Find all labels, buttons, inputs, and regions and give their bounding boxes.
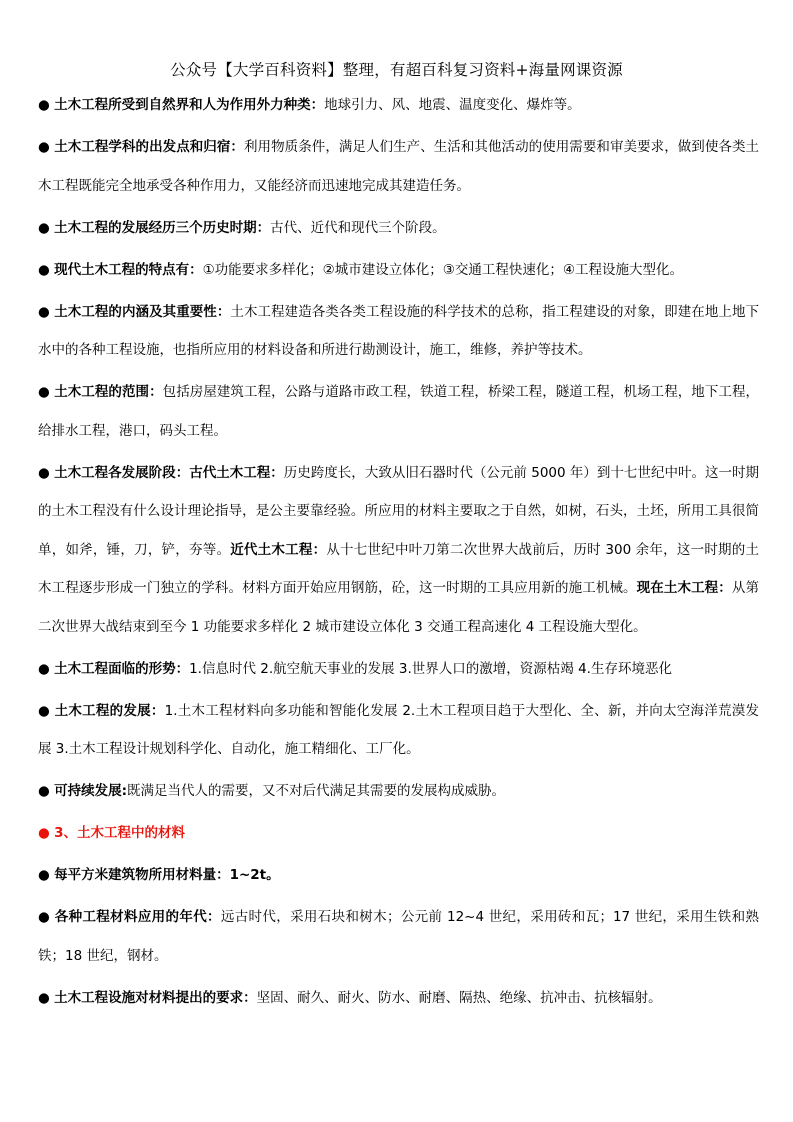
paragraph-text: 利用物质条件，满足人们生产、生活和其他活动的使用需要和审美要求，做到使各类土木工程既能完全地承受各种作用力，又能经济而迅速地完成其建造任务。 <box>38 139 760 194</box>
paragraph-heading: 土木工程设施对材料提出的要求： <box>54 989 257 1006</box>
paragraph-heading: 土木工程所受到自然界和人为作用外力种类： <box>54 97 325 113</box>
bullet-icon: ● <box>38 139 50 155</box>
bullet-icon: ● <box>38 660 50 677</box>
paragraph <box>38 293 759 370</box>
paragraph-text: 从十七世纪中叶刀第二次世界大战前后，历时 300 余年，这一时期的土木工程逐步形成一门独立的学科。材料方面开始应用钢筋，砼，这一时期的工具应用新的施工机械。 <box>38 541 760 596</box>
paragraph-heading: 现代土木工程的特点有： <box>54 261 203 278</box>
bullet-icon: ● <box>38 702 51 719</box>
bullet-icon: ● <box>38 303 50 320</box>
paragraph <box>38 772 759 811</box>
bullet-icon: ● <box>38 989 50 1006</box>
paragraph-heading: 土木工程各发展阶段：古代土木工程： <box>54 464 284 481</box>
paragraph <box>38 856 759 895</box>
paragraph-heading: 土木工程的范围： <box>54 384 163 400</box>
paragraph-text: ①功能要求多样化；②城市建设立体化；③交通工程快速化；④工程设施大型化。 <box>202 261 683 278</box>
paragraph-text: 古代、近代和现代三个阶段。 <box>270 219 446 236</box>
paragraph <box>38 692 759 769</box>
paragraph-heading: 3、土木工程中的材料 <box>54 825 185 841</box>
paragraph-heading: 土木工程的内涵及其重要性： <box>54 303 231 320</box>
paragraph-heading: 土木工程的发展： <box>54 702 165 719</box>
paragraph-heading: 每平方米建筑物所用材料量：1~2t。 <box>54 867 280 883</box>
paragraph-text: 既满足当代人的需要，又不对后代满足其需要的发展构成威胁。 <box>126 783 505 799</box>
paragraph-heading: 各种工程材料应用的年代： <box>54 909 221 925</box>
paragraph <box>38 979 759 1018</box>
bullet-icon: ● <box>38 825 50 841</box>
page-header: 公众号【大学百科资料】整理，有超百科复习资料+海量网课资源 <box>170 61 623 79</box>
paragraph <box>38 898 759 975</box>
bullet-icon: ● <box>38 261 50 278</box>
bullet-icon: ● <box>38 909 51 925</box>
paragraph-heading: 土木工程的发展经历三个历史时期： <box>54 219 271 236</box>
paragraph <box>38 251 759 290</box>
paragraph-text: 土木工程建造各类各类工程设施的科学技术的总称，指工程建设的对象，即建在地上地下水中的各种工程设施，也指所应用的材料设备和所进行勘测设计，施工，维修，养护等技术。 <box>38 303 760 358</box>
paragraph <box>38 650 759 689</box>
bullet-icon: ● <box>38 219 50 236</box>
paragraph-heading: 土木工程学科的出发点和归宿： <box>54 139 244 155</box>
paragraph-heading: 近代土木工程： <box>230 541 327 558</box>
bullet-icon: ● <box>38 867 50 883</box>
paragraph-text: 1.信息时代 2.航空航天事业的发展 3.世界人口的激增，资源枯竭 4.生存环境恶化 <box>189 660 672 677</box>
paragraph-heading: 土木工程面临的形势： <box>54 660 190 677</box>
paragraph-text: 历史跨度长，大致从旧石器时代（公元前 5000 年）到十七世纪中叶。这一时期的土木工程没有什么设计理论指导，是公主要靠经验。所应用的材料主要取之于自然，如树，石头，土坯，所用工具很简单，如斧，锤，刀，铲，夯等。 <box>38 464 760 558</box>
bullet-icon: ● <box>38 97 50 113</box>
paragraph-text: 1.土木工程材料向多功能和智能化发展 2.土木工程项目趋于大型化、全、新，并向太空海洋荒漠发展 3.土木工程设计规划科学化、自动化，施工精细化、工厂化。 <box>38 702 760 757</box>
bullet-icon: ● <box>38 783 50 799</box>
paragraph <box>38 454 759 647</box>
paragraph-heading: 可持续发展: <box>54 783 127 799</box>
paragraph-heading: 现在土木工程： <box>636 580 732 596</box>
document-body <box>38 86 759 1021</box>
bullet-icon: ● <box>38 384 50 400</box>
paragraph <box>38 814 759 853</box>
paragraph-text: 远古时代，采用石块和树木；公元前 12~4 世纪，采用砖和瓦；17 世纪，采用生铁和熟铁；18 世纪，钢材。 <box>38 909 759 964</box>
paragraph-text: 从第二次世界大战结束到至今 1 功能要求多样化 2 城市建设立体化 3 交通工程高速化 4 工程设施大型化。 <box>38 580 760 635</box>
paragraph <box>38 209 759 248</box>
paragraph <box>38 86 759 125</box>
paragraph-text: 包括房屋建筑工程，公路与道路市政工程，铁道工程，桥梁工程，隧道工程，机场工程，地下工程，给排水工程，港口，码头工程。 <box>38 384 760 439</box>
paragraph-text: 坚固、耐久、耐火、防水、耐磨、隔热、绝缘、抗冲击、抗核辐射。 <box>256 989 662 1006</box>
bullet-icon: ● <box>38 464 50 481</box>
paragraph-text: 地球引力、风、地震、温度变化、爆炸等。 <box>324 97 581 113</box>
paragraph <box>38 128 759 205</box>
paragraph <box>38 373 759 450</box>
